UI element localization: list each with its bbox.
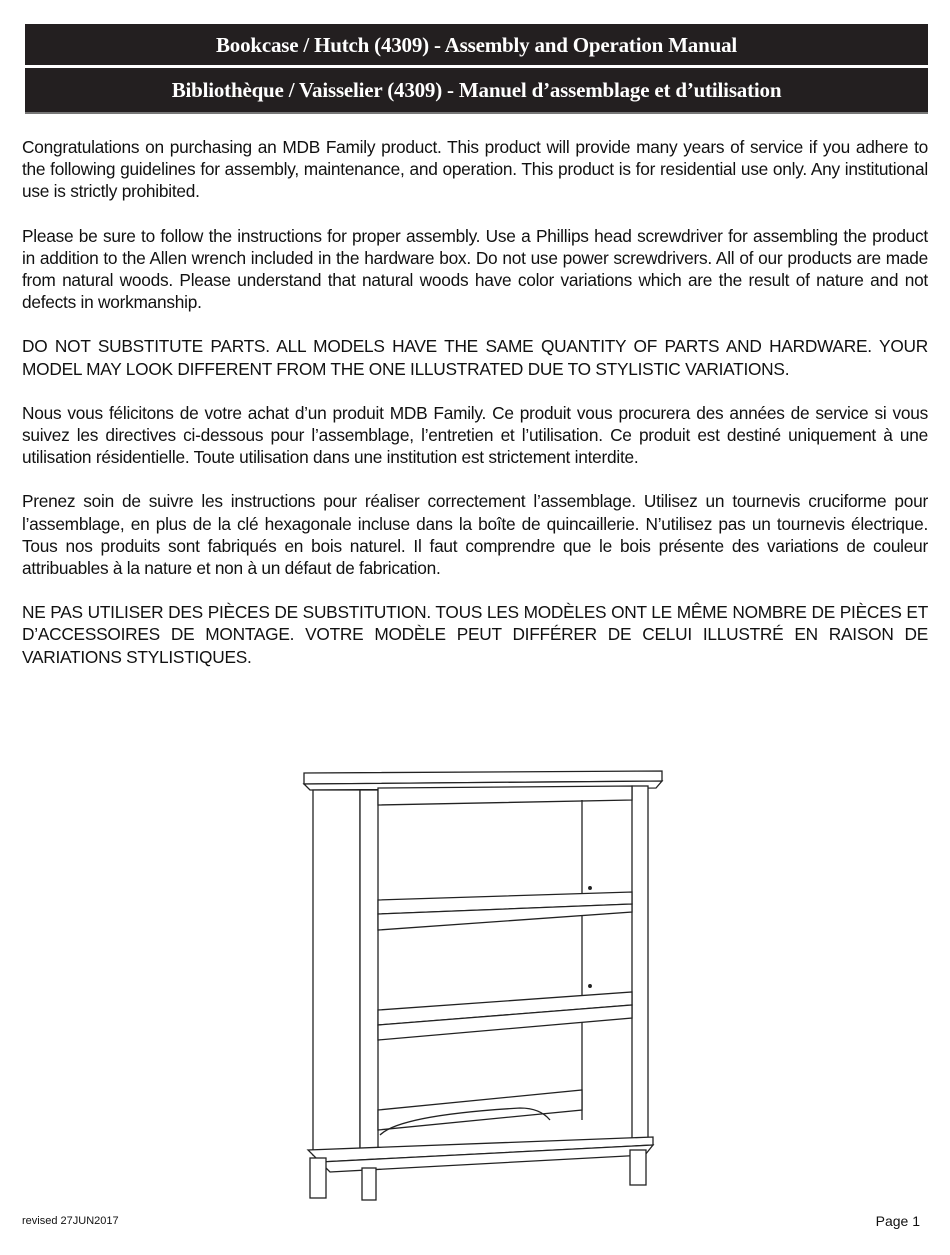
title-french: Bibliothèque / Vaisselier (4309) - Manuel d’assemblage et d’utilisation: [171, 78, 782, 102]
intro-text: [22, 136, 928, 690]
title-bar-french: [25, 68, 928, 114]
paragraph-congratulations-fr: Nous vous félicitons de votre achat d’un produit MDB Family. Ce produit vous procurera des années de service si vous suivez les directives ci-dessous pour l’assemblage, l’entretien et l’utilisation. Ce produit est destiné uniquement à une utilisation résidentielle. Toute utilisation dans une institution est strictement interdite.: [22, 402, 928, 468]
bookcase-illustration: [290, 760, 670, 1210]
paragraph-warning-fr: NE PAS UTILISER DES PIÈCES DE SUBSTITUTION. TOUS LES MODÈLES ONT LE MÊME NOMBRE DE PIÈCES ET D’ACCESSOIRES DE MONTAGE. VOTRE MODÈLE PEUT DIFFÉRER DE CELUI ILLUSTRÉ EN RAISON DE VARIATIONS STYLISTIQUES.: [22, 602, 928, 667]
page-number: Page 1: [875, 1213, 920, 1229]
title-english: Bookcase / Hutch (4309) - Assembly and Operation Manual: [215, 33, 738, 57]
paragraph-congratulations-en: Congratulations on purchasing an MDB Family product. This product will provide many years of service if you adhere to the following guidelines for assembly, maintenance, and operation. This product is for residential use only. Any institutional use is strictly prohibited.: [22, 137, 928, 202]
title-bar-english: [25, 24, 928, 65]
revision-date: revised 27JUN2017: [22, 1215, 119, 1227]
paragraph-assembly-en: Please be sure to follow the instructions for proper assembly. Use a Phillips head screwdriver for assembling the product in addition to the Allen wrench included in the hardware box. Do not use power screwdrivers. All of our products are made from natural woods. Please understand that natural woods have color variations which are the result of nature and not defects in workmanship.: [22, 225, 928, 313]
paragraph-warning-en: DO NOT SUBSTITUTE PARTS. ALL MODELS HAVE THE SAME QUANTITY OF PARTS AND HARDWARE. YOUR MODEL MAY LOOK DIFFERENT FROM THE ONE ILLUSTRATED DUE TO STYLISTIC VARIATIONS.: [22, 336, 928, 379]
paragraph-assembly-fr: Prenez soin de suivre les instructions pour réaliser correctement l’assemblage. Utilisez un tournevis cruciforme pour l’assemblage, en plus de la clé hexagonale incluse dans la boîte de quincaillerie. N’utilisez pas un tournevis électrique. Tous nos produits sont fabriqués en bois naturel. Il faut comprendre que le bois présente des variations de couleur attribuables à la nature et non à un défaut de fabrication.: [22, 491, 928, 579]
